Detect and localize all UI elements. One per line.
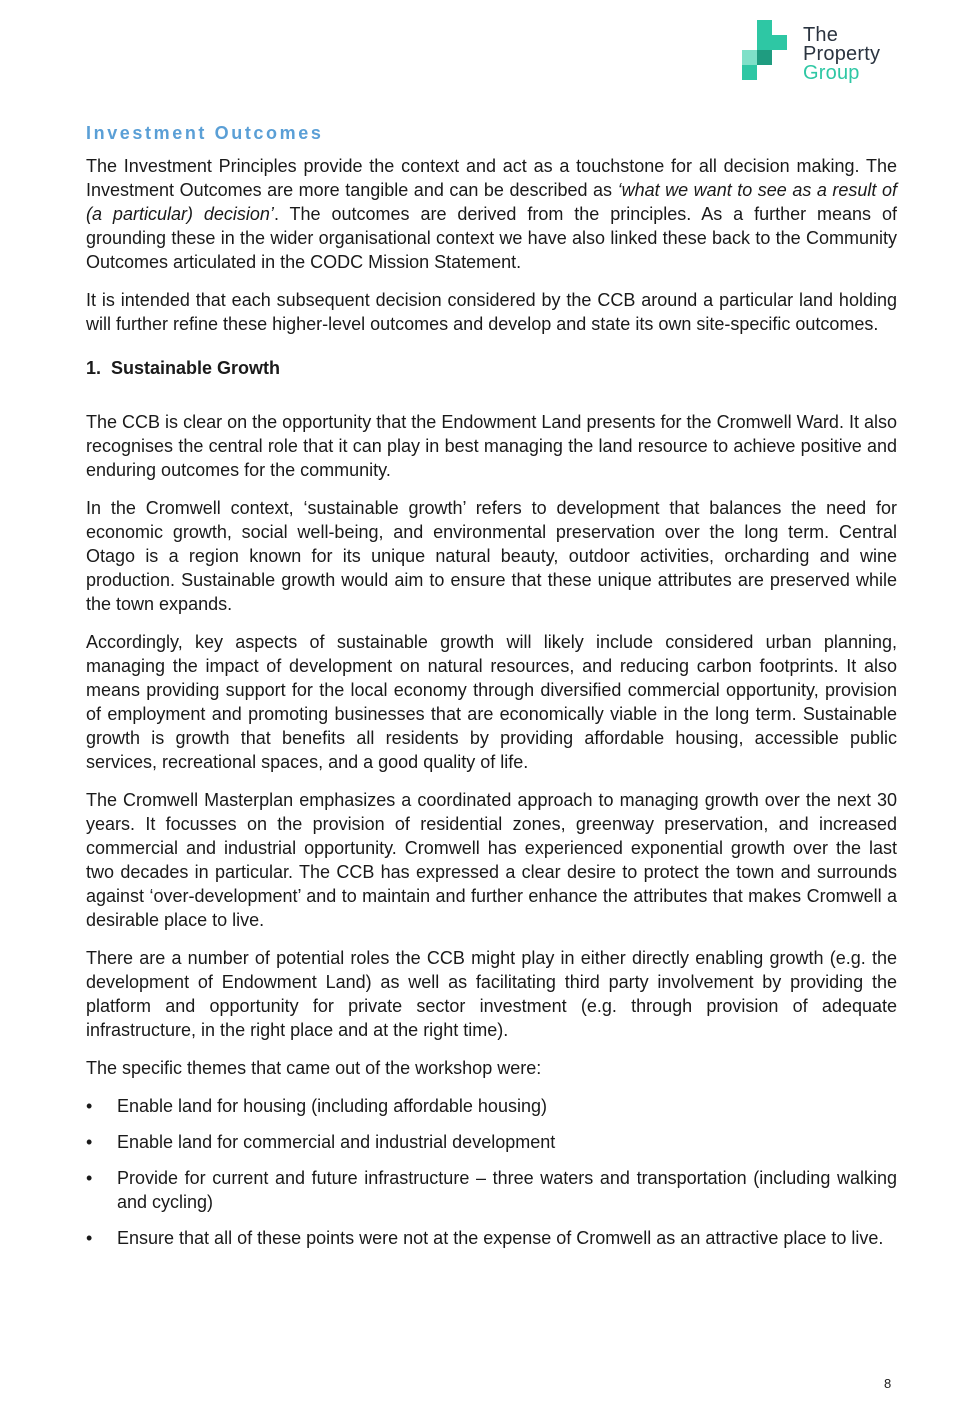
- body-paragraph: The specific themes that came out of the workshop were:: [86, 1058, 542, 1078]
- body-paragraph: There are a number of potential roles the CCB might play in either directly enabling growth (e.g. the development of Endowment Land) as well as facilitating third party involvement by providing the platform and opportunity for private sector investment (e.g. through provision of adequate infrastructure, in the right place and at the right time).: [86, 948, 897, 1040]
- property-group-logo-icon: [740, 20, 790, 86]
- subsection-number: 1.: [86, 358, 102, 378]
- list-item-text: Provide for current and future infrastructure – three waters and transportation (including walking and cycling): [117, 1168, 897, 1212]
- list-item: [86, 1130, 897, 1154]
- subsection-title: Sustainable Growth: [111, 358, 281, 378]
- company-logo: [740, 20, 900, 86]
- list-item-text: Ensure that all of these points were not at the expense of Cromwell as an attractive place to live.: [117, 1228, 884, 1248]
- bullet-icon: •: [86, 1168, 93, 1188]
- body-paragraph: In the Cromwell context, ‘sustainable growth’ refers to development that balances the need for economic growth, social well-being, and environmental preservation over the long term. Central Otago is a region known for its unique natural beauty, outdoor activities, orcharding and wine production. Sustainable growth would aim to ensure that these unique attributes are preserved while the town expands.: [86, 498, 897, 614]
- page-content: [86, 122, 897, 1262]
- list-item-text: Enable land for commercial and industrial development: [117, 1132, 556, 1152]
- bullet-icon: •: [86, 1228, 93, 1248]
- bullet-icon: •: [86, 1132, 93, 1152]
- intro-paragraph-1: [86, 154, 897, 274]
- body-paragraph: Accordingly, key aspects of sustainable growth will likely include considered urban planning, managing the impact of development on natural resources, and reducing carbon footprints. It also means providing support for the local economy through diversified commercial opportunity, provision of employment and promoting businesses that are economically viable in the long term. Sustainable growth is growth that benefits all residents by providing affordable housing, accessible public services, recreational spaces, and a good quality of life.: [86, 632, 897, 772]
- list-item: [86, 1094, 897, 1118]
- body-paragraph: The Cromwell Masterplan emphasizes a coordinated approach to managing growth over the next 30 years. It focusses on the provision of residential zones, greenway preservation, and increased commercial and industrial opportunity. Cromwell has experienced exponential growth over the last two decades in particular. The CCB has expressed a clear desire to protect the town and surrounds against ‘over-development’ and to maintain and further enhance the attributes that makes Cromwell a desirable place to live.: [86, 790, 897, 930]
- themes-list: [86, 1094, 897, 1250]
- intro-text-start: The Investment Principles provide the context and act as a touchstone for all decision making. The Investment Outcomes are more tangible and can be described as: [86, 156, 897, 200]
- logo-line-property: Property: [803, 43, 881, 65]
- intro-text-end: . The outcomes are derived from the principles. As a further means of grounding these in the wider organisational context we have also linked these back to the Community Outcomes articulated in the CODC Mission Statement.: [86, 204, 898, 272]
- list-item-text: Enable land for housing (including affordable housing): [117, 1096, 547, 1116]
- intro-paragraph-2: It is intended that each subsequent decision considered by the CCB around a particular land holding will further refine these higher-level outcomes and develop and state its own site-specific outcomes.: [86, 290, 897, 334]
- page-number: 8: [884, 1376, 892, 1391]
- bullet-icon: •: [86, 1096, 93, 1116]
- intro-quote: ‘what we want to see as a result of (a particular) decision’: [86, 180, 897, 224]
- logo-wordmark: [803, 26, 880, 83]
- list-item: [86, 1166, 897, 1214]
- body-paragraph: The CCB is clear on the opportunity that the Endowment Land presents for the Cromwell Ward. It also recognises the central role that it can play in best managing the land resource to achieve positive and enduring outcomes for the community.: [86, 412, 897, 480]
- list-item: [86, 1226, 897, 1250]
- subsection-heading: [86, 356, 897, 380]
- section-heading: Investment Outcomes: [86, 123, 324, 143]
- logo-line-group: Group: [803, 62, 860, 84]
- logo-line-the: The: [803, 24, 839, 46]
